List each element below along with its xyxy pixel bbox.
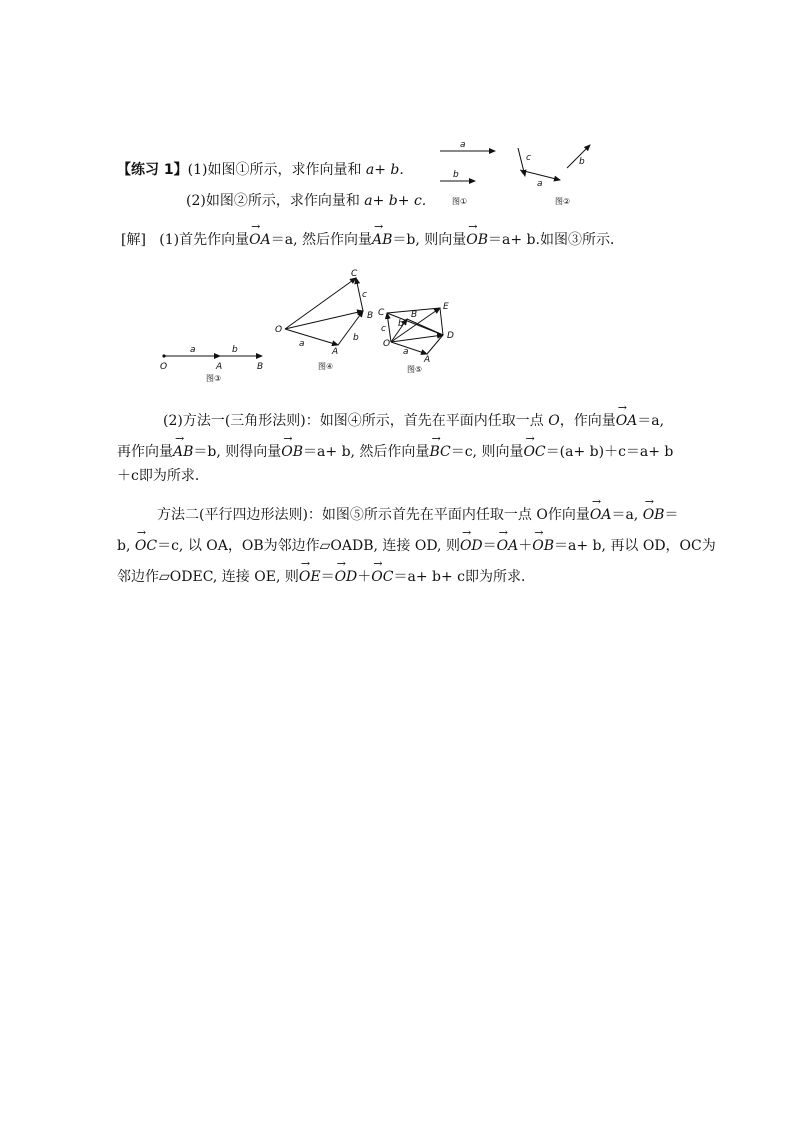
vector-ab: → AB [372,230,392,250]
exercise-part2-expr: a+ b+ c. [364,193,427,209]
label-a-point: A [216,362,223,372]
solution-p1-t4: ＝a+ b.如图③所示． [488,232,624,248]
label-o-4: O [275,325,283,335]
method2-vector-oe: → OE [299,567,321,587]
vector-oa: → OA [249,230,271,250]
label-b: b [232,345,238,355]
label-a-4: a [299,339,305,349]
vector-a-label-2: a [537,179,543,189]
segment-ad [427,335,443,354]
method1-point-o: O [548,413,560,429]
label-d-point-5: D [447,331,454,341]
figure-3 [158,346,278,386]
method2-t10: ＝ [320,569,335,585]
method1-vector-ob: → OB [281,442,303,462]
method1-t8: ＝(a+ b)＋c＝a+ b [545,444,674,460]
label-c-point: C [351,269,358,279]
method1-t2: ，作向量 [559,413,616,429]
segment-de [440,308,443,335]
method1-vector-oa: → OA [616,411,638,431]
label-b-4: b [353,333,359,343]
figure-5-caption: 图⑤ [407,365,423,374]
label-a: a [190,345,196,355]
figure-3-caption: 图③ [206,374,222,383]
label-a-point-5: A [424,355,431,365]
method2-t1: 方法二(平行四边形法则)：如图⑤所示首先在平面内任取一点 O作向量 [157,507,590,523]
vector-b-label-2: b [579,157,585,167]
method2-vector-oc-2: → OC [371,567,393,587]
vector-oa-arrow [285,329,338,345]
exercise-line-1 [117,160,404,180]
method2-t2: ＝a, [611,507,639,523]
method1-t4: 再作向量 [117,444,173,460]
method2-vector-ob-2: → OB [532,536,554,556]
label-c-5: c [381,324,386,334]
label-b-point: B [257,362,264,372]
figure-1 [435,140,515,210]
method2-t12: ＝a+ b+ c即为所求． [393,569,535,585]
solution-p1-t1: (1)首先作向量 [159,232,250,248]
figure-4 [273,268,383,373]
method2-t5: ＝c, 以 OA，OB为邻边作▱OADB, 连接 OD, 则 [157,538,460,554]
vector-oa-arrow-5 [391,342,427,354]
method1-t9: ＋c即为所求． [117,468,209,484]
figure-5 [377,298,467,378]
method2-line-1 [157,505,678,525]
method1-t3: ＝a, [637,413,665,429]
method2-t8: ＝a+ b, 再以 OD，OC为 [554,538,716,554]
method1-vector-bc: → BC [429,442,450,462]
method1-line-1 [163,411,664,431]
exercise-part2-text: (2)如图②所示，求作向量和 [186,193,365,209]
figure-4-caption: 图④ [318,362,334,371]
vector-oc-arrow-5 [387,313,391,342]
method1-vector-oc: → OC [523,442,545,462]
vector-c-arrow [518,148,525,176]
label-a-point-4: A [332,347,339,357]
method2-vector-od: → OD [460,536,483,556]
method1-t1: (2)方法一(三角形法则)：如图④所示，首先在平面内任取一点 [163,413,549,429]
solution-p1-t2: ＝a, 然后作向量 [270,232,372,248]
label-c: c [362,290,367,300]
method2-t4: b, [117,538,131,554]
method2-vector-oa: → OA [590,505,612,525]
method2-t11: ＋ [357,569,372,585]
method2-t7: ＋ [518,538,533,554]
method2-line-2 [117,536,716,556]
vector-ob: → OB [466,230,488,250]
method2-vector-oa-2: → OA [497,536,519,556]
method1-line-3 [117,466,209,486]
vector-b-label: b [453,170,459,180]
method2-t3: ＝ [664,507,679,523]
label-o-5: O [383,339,391,349]
method2-t9: 邻边作▱ODEC, 连接 OE, 则 [117,569,299,585]
method2-vector-ob: → OB [643,505,665,525]
solution-tag: [解] [121,232,146,248]
solution-p1-t3: ＝b, 则向量 [392,232,467,248]
vector-a-label: a [460,140,466,150]
method1-t7: ＝c, 则向量 [450,444,524,460]
label-c-point-5: C [378,308,385,318]
label-e-point-5: E [443,302,449,312]
label-o: O [160,362,168,372]
solution-line-1 [121,230,624,250]
label-b-point-4: B [367,311,374,321]
method1-t6: ＝a+ b, 然后作向量 [303,444,430,460]
exercise-part1-text: (1)如图①所示，求作向量和 [187,162,366,178]
exercise-heading: 【练习 1】 [117,162,188,178]
label-b-point-5: B [411,310,418,320]
figure-2 [515,140,595,210]
method2-line-3 [117,567,535,587]
vector-oc-arrow [285,278,356,329]
method2-vector-oc: → OC [135,536,157,556]
exercise-line-2 [186,191,426,211]
figure-2-caption: 图② [555,197,571,206]
exercise-part1-expr: a+ b. [365,162,404,178]
method1-t5: ＝b, 则得向量 [193,444,282,460]
label-b-5: b [398,319,404,329]
method2-vector-od-2: → OD [335,567,358,587]
method2-t6: ＝ [482,538,497,554]
label-a-5: a [403,347,409,357]
figure-1-caption: 图① [452,197,468,206]
method1-vector-ab: → AB [173,442,193,462]
method1-line-2 [117,442,673,462]
vector-c-label: c [526,153,531,163]
